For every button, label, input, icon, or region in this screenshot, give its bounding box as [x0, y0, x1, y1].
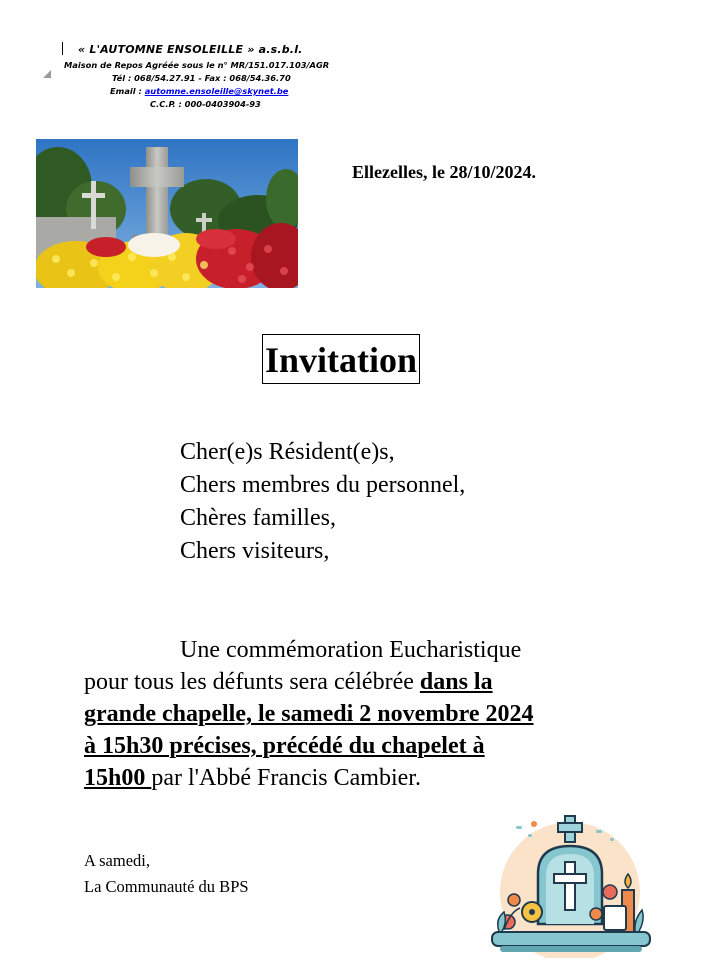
letterhead-bar [62, 42, 63, 55]
salutation-line: Chères familles, [180, 505, 336, 531]
body-text: par l'Abbé Francis Cambier. [151, 765, 421, 791]
event-details-emphasis: dans la [419, 669, 493, 695]
memorial-illustration [486, 812, 656, 958]
letterhead [0, 0, 400, 120]
closing-line: A samedi, [84, 851, 150, 870]
salutation-line: Cher(e)s Résident(e)s, [180, 439, 395, 465]
body-line [84, 698, 644, 730]
body-line [84, 762, 644, 794]
body-line [84, 730, 644, 762]
email-label: Email : [110, 86, 142, 96]
invitation-body [84, 634, 644, 794]
date-line: Ellezelles, le 28/10/2024. [352, 162, 536, 182]
email-link[interactable]: automne.ensoleille@skynet.be [144, 86, 289, 96]
event-details-emphasis: 15h00 [84, 765, 152, 791]
organization-email-line [110, 86, 288, 96]
letterhead-corner-mark [43, 70, 51, 78]
organization-subtitle: Maison de Repos Agréée sous le n° MR/151.017.103/AGR [64, 60, 330, 70]
page-title: Invitation [262, 334, 420, 384]
signature-line: La Communauté du BPS [84, 877, 249, 896]
cemetery-photo [36, 139, 298, 288]
salutation-line: Chers visiteurs, [180, 538, 330, 564]
organization-name: « L'AUTOMNE ENSOLEILLE » a.s.b.l. [78, 43, 303, 56]
body-text: pour tous les défunts sera célébrée [84, 669, 420, 695]
closing [84, 848, 249, 900]
salutation [180, 436, 465, 568]
organization-ccp: C.C.P. : 000-0403904-93 [150, 99, 261, 109]
salutation-line: Chers membres du personnel, [180, 472, 466, 498]
body-line: Une commémoration Eucharistique [180, 637, 522, 663]
organization-phone: Tél : 068/54.27.91 - Fax : 068/54.36.70 [112, 73, 291, 83]
body-line [84, 666, 644, 698]
event-details-emphasis: à 15h30 précises, précédé du chapelet à [84, 733, 485, 759]
event-details-emphasis: grande chapelle, le samedi 2 novembre 2024 [84, 701, 534, 727]
